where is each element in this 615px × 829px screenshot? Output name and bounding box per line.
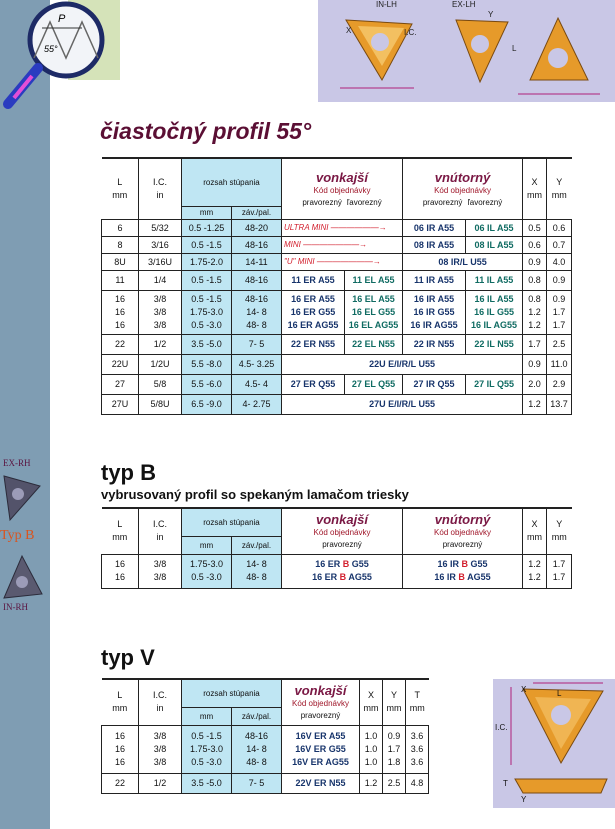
typ-b-label: Typ B xyxy=(0,528,35,543)
ex-rh-label: EX-RH xyxy=(3,458,31,468)
left-sidebar xyxy=(0,0,50,829)
table-row: 8 3/16 0.5 -1.5 48-16 MINI ———————→ 08 IR A55 08 IL A55 0.6 0.7 xyxy=(102,236,572,253)
table-row: 27 5/8 5.5 -6.0 4.5- 4 27 ER Q55 27 EL Q55 27 IR Q55 27 IL Q55 2.0 2.9 xyxy=(102,374,572,394)
section-title-55: čiastočný profil 55° xyxy=(100,118,312,144)
diag-t-label: T xyxy=(503,779,508,788)
table-row: 8U 3/16U 1.75-2.0 14-11 "U" MINI ———————→ 08 IR/L U55 0.9 4.0 xyxy=(102,253,572,270)
insert-exrh-icon xyxy=(0,472,42,524)
table-row: 27U 5/8U 6.5 -9.0 4- 2.75 27U E/I/R/L U55 1.2 13.7 xyxy=(102,394,572,414)
table-row: 6 5/32 0.5 -1.25 48-20 ULTRA MINI ——————→ 06 IR A55 06 IL A55 0.5 0.6 xyxy=(102,219,572,236)
in-rh-label: IN-RH xyxy=(3,602,28,612)
table-header-row: L mm I.C. in rozsah stúpania vonkajší Kód objednávky pravorezný vnútorný Kód objednávky pravorezný X mm Y mm xyxy=(102,508,572,536)
section-title-typ-v: typ V xyxy=(101,645,155,670)
section-subtitle-typ-b: vybrusovaný profil so spekaným lamačom triesky xyxy=(101,487,409,502)
v-insert-geometry-icon xyxy=(493,679,615,808)
table-row-group-16: 16 16 16 3/8 3/8 3/8 0.5 -1.5 1.75-3.0 0.5 -3.0 48-16 14- 8 48- 8 16 ER A55 16 ER G55 16 ER AG55 16 EL A55 16 EL G55 16 EL AG55 16 IR A55 16 IR G55 16 IR AG55 16 IL A55 16 IL G55 16 IL AG55 0.8 1.2 1.2 0.9 1.7 1.7 xyxy=(102,290,572,334)
section-title-typ-b: typ B xyxy=(101,460,156,485)
in-lh-label: IN-LH xyxy=(376,0,397,9)
table-row-group-typ-b: 16 16 3/8 3/8 1.75-3.0 0.5 -3.0 14- 8 48- 8 16 ER B G55 16 ER B AG55 16 IR B G55 16 IR B AG55 1.2 1.2 1.7 1.7 xyxy=(102,554,572,588)
top-l-label: L xyxy=(512,44,517,53)
diag-ic-label: I.C. xyxy=(495,723,508,732)
table-typ-v: L mm I.C. in rozsah stúpania vonkajší Kód objednávky pravorezný X mm Y mm T mm mm záv./pal. 16 16 16 3/8 3/8 3/8 0.5 -1.5 1.75-3.0 0.5 -3.0 48-16 14- 8 48- 8 16V ER A55 16V ER G55 16V ER AG55 1.0 1.0 1.0 0.9 1.7 1.8 3.6 3.6 3.6 22 1/2 3.5 -5.0 7- 5 22V ER N55 1.2 2.5 4.8 xyxy=(101,678,429,794)
table-row: 22 1/2 3.5 -5.0 7- 5 22V ER N55 1.2 2.5 4.8 xyxy=(102,773,429,793)
top-y-label: Y xyxy=(488,10,494,19)
typ-v-insert-diagram xyxy=(493,679,615,808)
table-header-row: L mm I.C. in rozsah stúpania vonkajší Kód objednávky pravorezný ľavorezný vnútorný Kód objednávky pravorezný ľavorezný X mm Y mm xyxy=(102,158,572,206)
top-insert-diagrams xyxy=(318,0,615,102)
top-x-label: X xyxy=(346,26,352,35)
table-typ-b: L mm I.C. in rozsah stúpania vonkajší Kód objednávky pravorezný vnútorný Kód objednávky pravorezný X mm Y mm mm záv./pal. 16 16 3/8 3/8 1.75-3.0 0.5 -3.0 14- 8 48- 8 16 ER B G55 16 ER B AG55 16 IR B G55 16 IR B AG55 1.2 1.2 1.7 1.7 xyxy=(101,507,572,589)
ex-lh-label: EX-LH xyxy=(452,0,476,9)
insert-geometry-diagram xyxy=(318,0,615,102)
diag-y-label: Y xyxy=(521,795,527,804)
logo-angle-text: 55° xyxy=(44,44,58,54)
diag-l-label: L xyxy=(557,689,562,698)
table-profile-55: L mm I.C. in rozsah stúpania vonkajší Kód objednávky pravorezný ľavorezný vnútorný Kód objednávky pravorezný ľavorezný X mm Y mm mm záv./pal. 6 5/32 0.5 -1.25 48-20 ULTRA MINI ——————→ 06 IR A55 06 IL A55 0.5 0.6 8 3/16 0.5 -1.5 48-16 MINI ———————→ 08 IR A55 08 IL A55 0.6 0.7 8U 3/16U 1.75-2.0 14-11 "U" MINI ———————→ 08 IR/L U55 0.9 4.0 11 1/4 0.5 -1.5 48-16 11 ER A55 11 EL A55 11 IR A55 11 IL A55 0.8 0.9 16 16 16 3/8 3/8 3/8 0.5 -1.5 1.75-3.0 0.5 -3.0 48-16 14- 8 48- 8 16 ER A55 16 ER G55 16 ER AG55 16 EL A55 16 EL G55 16 EL AG55 16 IR A55 16 IR G55 16 IR AG55 16 IL A55 16 IL G55 16 IL AG55 0.8 1.2 1.2 0.9 1.7 1.7 22 1/2 3.5 -5.0 7- 5 22 ER N55 22 EL N55 22 IR N55 22 IL N55 1.7 2.5 22U 1/2U 5.5 -8.0 4.5- 3.25 22U E/I/R/L U55 0.9 11.0 27 5/8 5.5 -6.0 4.5- 4 27 ER Q55 27 EL Q55 27 IR Q55 27 IL Q55 2.0 2.9 27U 5/8U 6.5 -9.0 4- 2.75 27U E/I/R/L U55 1.2 13.7 xyxy=(101,157,572,415)
insert-inrh-icon xyxy=(0,552,44,602)
table-row: 22U 1/2U 5.5 -8.0 4.5- 3.25 22U E/I/R/L U55 0.9 11.0 xyxy=(102,354,572,374)
diag-x-label: X xyxy=(521,685,527,694)
table-header-row: L mm I.C. in rozsah stúpania vonkajší Kód objednávky pravorezný X mm Y mm T mm xyxy=(102,679,429,707)
table-row: 22 1/2 3.5 -5.0 7- 5 22 ER N55 22 EL N55 22 IR N55 22 IL N55 1.7 2.5 xyxy=(102,334,572,354)
thread-profile-logo-icon xyxy=(0,0,120,110)
table-row: 11 1/4 0.5 -1.5 48-16 11 ER A55 11 EL A55 11 IR A55 11 IL A55 0.8 0.9 xyxy=(102,270,572,290)
rozsah-header: rozsah stúpania xyxy=(182,158,282,206)
logo-p-text: P xyxy=(58,13,66,25)
top-ic-label: I.C. xyxy=(404,28,417,37)
table-row-group-typ-v: 16 16 16 3/8 3/8 3/8 0.5 -1.5 1.75-3.0 0.5 -3.0 48-16 14- 8 48- 8 16V ER A55 16V ER G55 16V ER AG55 1.0 1.0 1.0 0.9 1.7 1.8 3.6 3.6 3.6 xyxy=(102,725,429,773)
